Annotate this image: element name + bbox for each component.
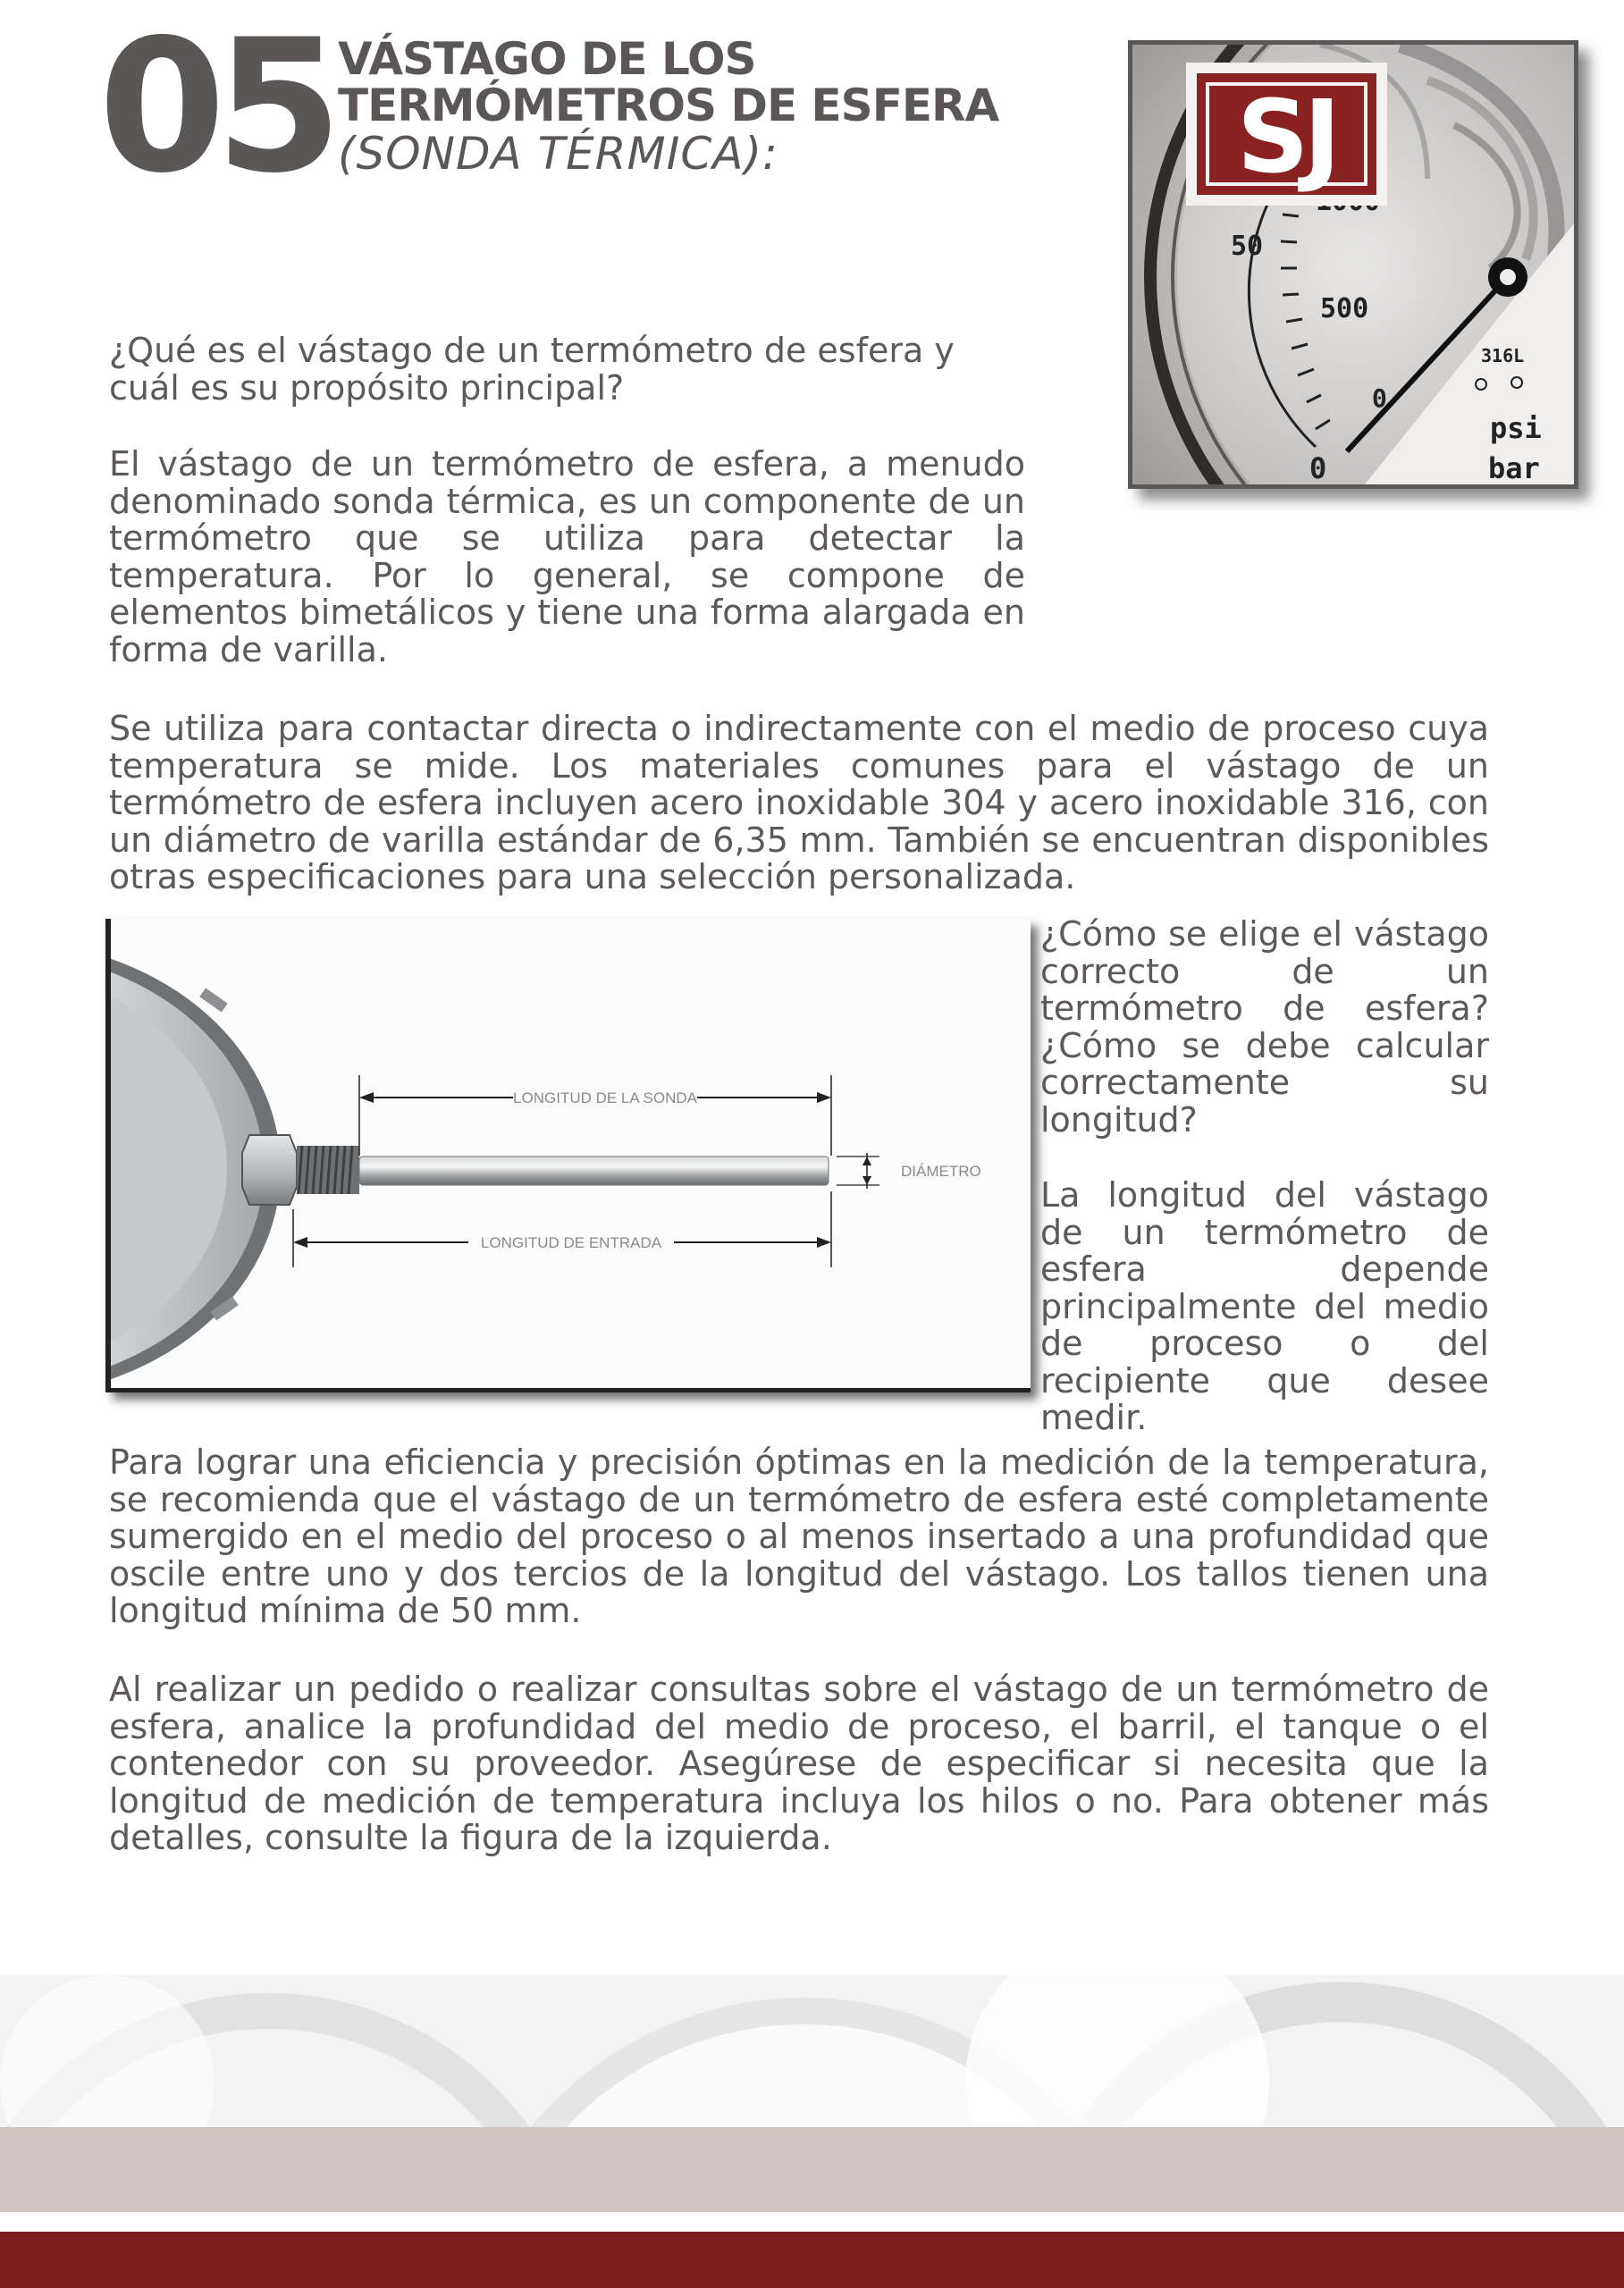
footer-decoration — [0, 1975, 1624, 2288]
thermometer-stem-diagram — [111, 919, 1031, 1388]
paragraph-efficiency: Para lograr una eficiencia y precisión óptimas en la medición de la temperatura, se recomienda que el vástago de un termómetro de esfera esté completamente sumergido en el medio del proceso o al menos insertado a una profundidad que oscile entre uno y dos tercios de la longitud del vástago. Los tallos tienen una longitud mínima de 50 mm. — [109, 1443, 1489, 1630]
title-line-2: TERMÓMETROS DE ESFERA — [338, 80, 999, 131]
answer-2: La longitud del vástago de un termómetro de esfera depende principalmente del medio de proceso o del recipiente que desee medir. — [1040, 1175, 1489, 1437]
footer-background — [0, 1975, 1624, 2288]
page-title — [338, 33, 999, 180]
gauge-label-zero-a: 0 — [1372, 383, 1387, 413]
footer-pink-band — [0, 2127, 1624, 2212]
pressure-gauge-illustration — [1132, 45, 1574, 484]
brand-logo-image — [1128, 40, 1578, 489]
gauge-label-500: 500 — [1320, 293, 1369, 324]
gauge-label-50: 50 — [1231, 231, 1264, 262]
gauge-label-bar: bar — [1488, 451, 1540, 484]
logo-brand-text: SJ — [1236, 80, 1336, 196]
question-1: ¿Qué es el vástago de un termómetro de esfera y cuál es su propósito principal? — [109, 331, 955, 408]
label-entry-length: LONGITUD DE ENTRADA — [480, 1234, 662, 1251]
label-diameter: DIÁMETRO — [901, 1163, 981, 1180]
title-line-1: VÁSTAGO DE LOS — [338, 33, 756, 85]
gauge-label-zero-b: 0 — [1309, 451, 1327, 484]
answer-1: El vástago de un termómetro de esfera, a menudo denominado sonda térmica, es un componente de un termómetro que se utiliza para detectar la temperatura. Por lo general, se compone de elementos bimetálicos y tiene una forma alargada en forma de varilla. — [109, 444, 1025, 669]
paragraph-ordering: Al realizar un pedido o realizar consultas sobre el vástago de un termómetro de esfera, analice la profundidad del medio de proceso, el barril, el tanque o el contenedor con su proveedor. Asegúrese de especificar si necesita que la longitud de medición de temperatura incluya los hilos o no. Para obtener más detalles, consulte la figura de la izquierda. — [109, 1670, 1489, 1857]
label-probe-length: LONGITUD DE LA SONDA — [513, 1089, 697, 1106]
paragraph-materials: Se utiliza para contactar directa o indirectamente con el medio de proceso cuya temperatura se mide. Los materiales comunes para el vástago de un termómetro de esfera incluyen acero inoxidable 304 y acero inoxidable 316, con un diámetro de varilla estándar de 6,35 mm. También se encuentran disponibles otras especificaciones para una selección personalizada. — [109, 709, 1489, 896]
title-line-3: (SONDA TÉRMICA): — [338, 128, 778, 180]
question-2: ¿Cómo se elige el vástago correcto de un termómetro de esfera? ¿Cómo se debe calcular correctamente su longitud? — [1040, 914, 1489, 1140]
section-number: 05 — [98, 1, 332, 214]
gauge-label-316l: 316L — [1481, 345, 1525, 366]
gauge-label-psi: psi — [1490, 411, 1542, 445]
footer-red-band — [0, 2232, 1624, 2288]
stem-dimension-figure — [105, 919, 1031, 1392]
